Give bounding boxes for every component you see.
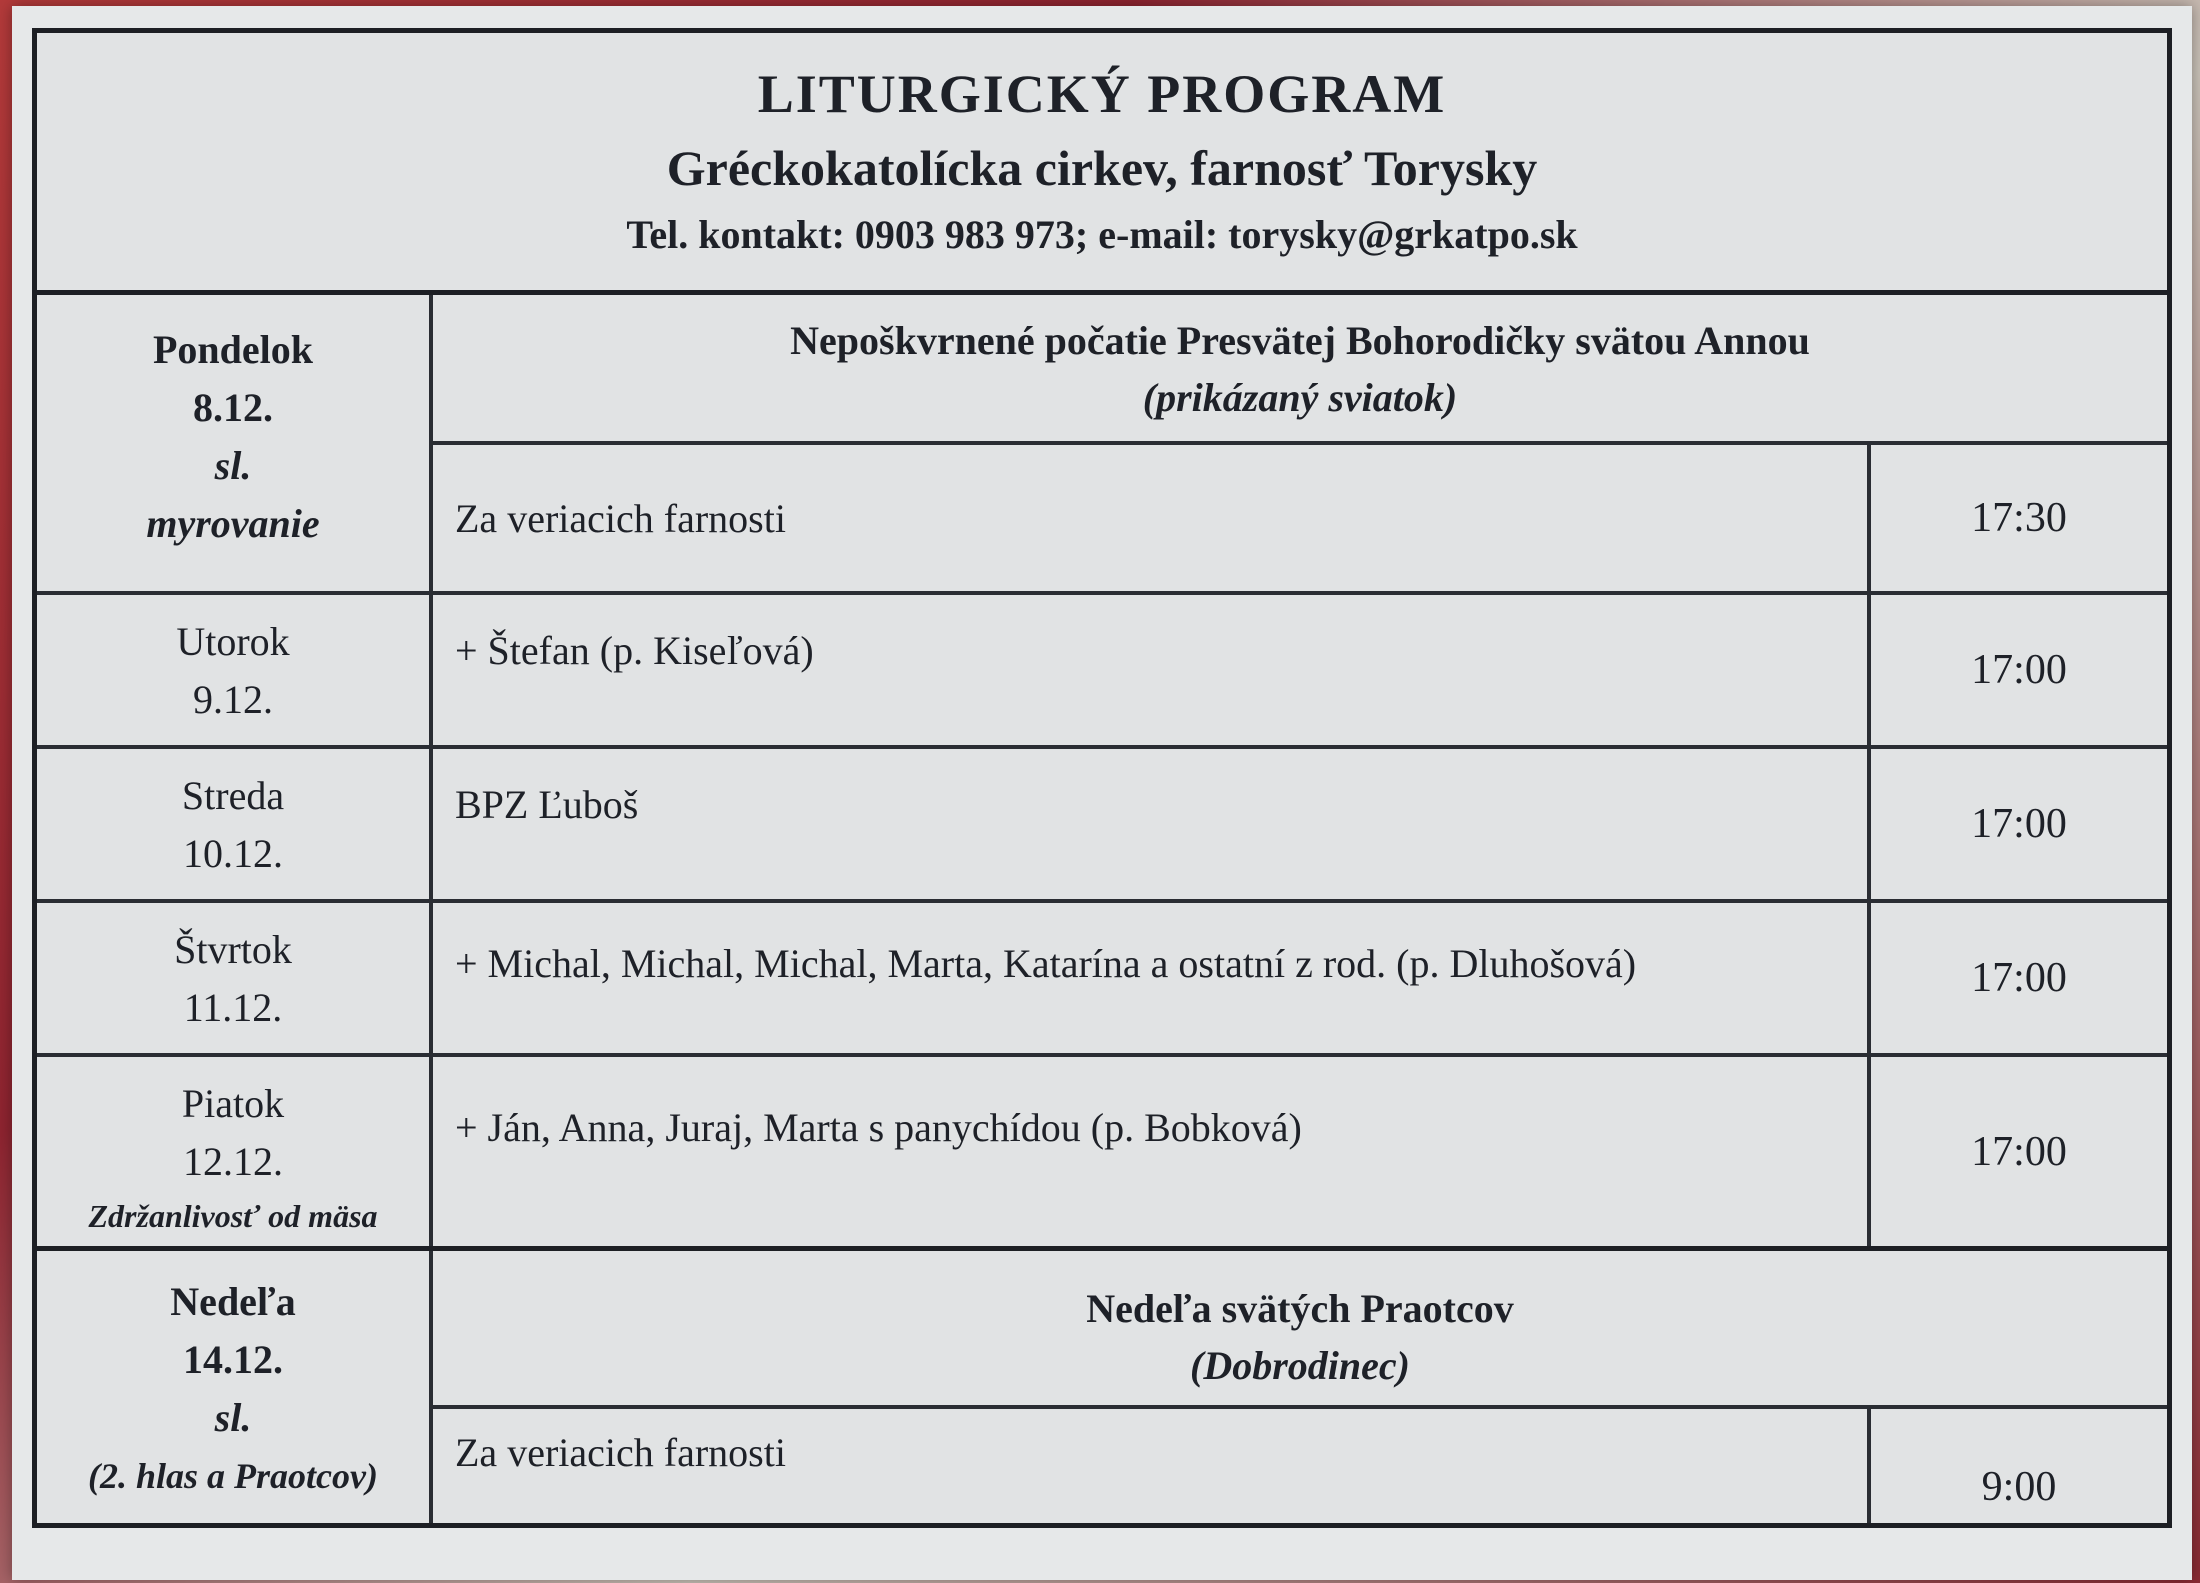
program-header: [37, 33, 2167, 295]
table-row: [37, 595, 2167, 749]
contact-info: Tel. kontakt: 0903 983 973; e-mail: torysky@grkatpo.sk: [626, 212, 1578, 257]
mass-time: 17:00: [1867, 1057, 2167, 1246]
day-content: [433, 903, 2167, 1053]
day-name: Pondelok: [152, 327, 314, 372]
day-name: Štvrtok: [174, 927, 292, 972]
day-content: [433, 749, 2167, 899]
program-title: LITURGICKÝ PROGRAM: [757, 64, 1447, 124]
day-name: Utorok: [176, 619, 290, 664]
table-row: [37, 295, 2167, 595]
table-row: [37, 1057, 2167, 1251]
intention-text: + Štefan (p. Kiseľová): [455, 627, 814, 673]
table-row: [37, 1251, 2167, 1523]
table-row: [37, 903, 2167, 1057]
mass-time: 9:00: [1867, 1409, 2167, 1523]
day-note: Zdržanlivosť od mäsa: [88, 1198, 378, 1234]
day-name: Nedeľa: [170, 1279, 296, 1324]
day-date: 11.12.: [183, 985, 283, 1030]
day-note: sl.: [214, 1395, 252, 1440]
day-date: 8.12.: [193, 385, 273, 430]
day-cell: [37, 295, 433, 591]
intention-text: + Ján, Anna, Juraj, Marta s panychídou (p. Bobková): [455, 1104, 1302, 1150]
day-date: 12.12.: [183, 1139, 283, 1184]
day-date: 14.12.: [183, 1337, 283, 1382]
day-note: myrovanie: [146, 501, 320, 546]
parish-name: Gréckokatolícka cirkev, farnosť Torysky: [666, 140, 1538, 196]
intention-text: BPZ Ľuboš: [455, 781, 639, 827]
day-content: [433, 1251, 2167, 1523]
day-note: (2. hlas a Praotcov): [88, 1456, 378, 1496]
day-content: [433, 295, 2167, 591]
day-cell: [37, 595, 433, 745]
intention-text: Za veriacich farnosti: [455, 1430, 786, 1475]
day-cell: [37, 1251, 433, 1523]
day-cell: [37, 1057, 433, 1246]
day-cell: [37, 749, 433, 899]
feast-note: (prikázaný sviatok): [1142, 375, 1458, 420]
day-date: 10.12.: [183, 831, 283, 876]
mass-time: 17:00: [1867, 595, 2167, 745]
intention-text: + Michal, Michal, Michal, Marta, Katarína a ostatní z rod. (p. Dluhošová): [455, 940, 1637, 986]
mass-time: 17:30: [1867, 445, 2167, 591]
program-table: [32, 28, 2172, 1528]
feast-title: Nedeľa svätých Praotcov: [1086, 1286, 1514, 1331]
day-cell: [37, 903, 433, 1053]
day-content: [433, 1057, 2167, 1246]
mass-time: 17:00: [1867, 903, 2167, 1053]
feast-header: [433, 295, 2167, 445]
mass-time: 17:00: [1867, 749, 2167, 899]
day-content: [433, 595, 2167, 745]
day-name: Streda: [181, 773, 285, 818]
intention-text: Za veriacich farnosti: [455, 495, 786, 541]
feast-header: [433, 1251, 2167, 1409]
day-note: sl.: [214, 443, 252, 488]
program-sheet: [12, 6, 2192, 1580]
feast-note: (Dobrodinec): [1190, 1343, 1410, 1388]
day-name: Piatok: [181, 1081, 285, 1126]
feast-title: Nepoškvrnené počatie Presvätej Bohorodičky svätou Annou: [790, 318, 1810, 363]
table-row: [37, 749, 2167, 903]
day-date: 9.12.: [193, 677, 273, 722]
